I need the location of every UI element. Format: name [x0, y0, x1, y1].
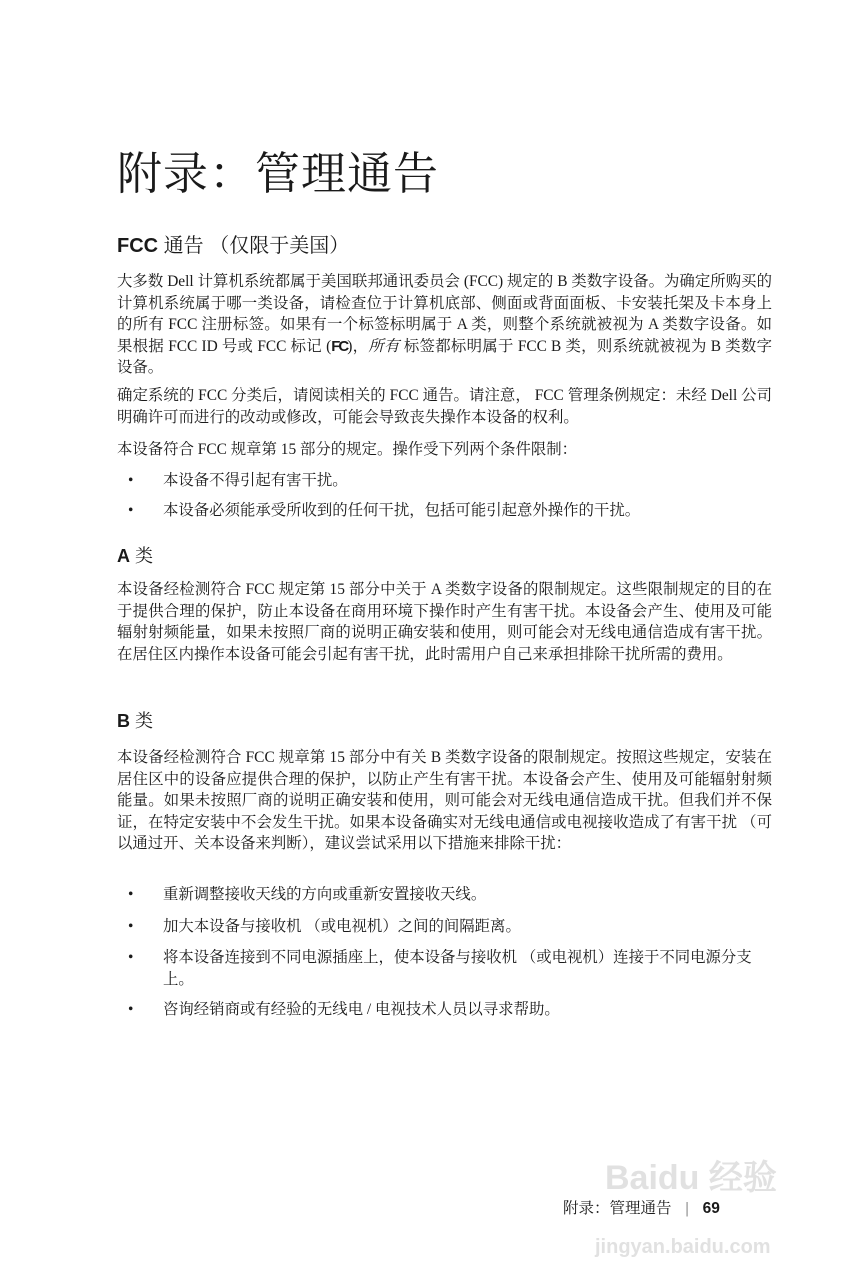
- page-number: 69: [702, 1200, 720, 1217]
- heading-bold: A: [117, 546, 130, 566]
- footer-section: 附录：管理通告: [563, 1200, 672, 1217]
- class-a-heading: [117, 544, 772, 568]
- text: 标签都标明属于 FCC B 类，则系统就被视为 B 类数字设备。: [117, 337, 772, 377]
- list-item: [117, 500, 772, 522]
- bullet-icon: •: [128, 472, 134, 489]
- list-item-text: 将本设备连接到不同电源插座上，使本设备与接收机 （或电视机）连接于不同电源分支上。: [163, 949, 752, 988]
- page-title: 附录：管理通告: [117, 149, 440, 199]
- class-a-paragraph: 本设备经检测符合 FCC 规定第 15 部分中关于 A 类数字设备的限制规定。这些限制规定的目的在于提供合理的保护，防止本设备在商用环境下操作时产生有害干扰。本设备会产生、使用及可能辐射射频能量，如果未按照厂商的说明正确安装和使用，则可能会对无线电通信造成有害干扰。在居住区内操作本设备可能会引起有害干扰，此时需用户自己来承担排除干扰所需的费用。: [117, 581, 772, 663]
- bullet-icon: •: [128, 1001, 134, 1018]
- fcc-paragraph-2: 确定系统的 FCC 分类后，请阅读相关的 FCC 通告。请注意， FCC 管理条例规定：未经 Dell 公司明确许可而进行的改动或修改，可能会导致丧失操作本设备的权利。: [117, 387, 772, 426]
- class-b-paragraph: 本设备经检测符合 FCC 规章第 15 部分中有关 B 类数字设备的限制规定。按照这些规定，安装在居住区中的设备应提供合理的保护，以防止产生有害干扰。本设备会产生、使用及可能辐射射频能量。如果未按照厂商的说明正确安装和使用，则可能会对无线电通信造成干扰。但我们并不保证，在特定安装中不会发生干扰。如果本设备确实对无线电通信或电视接收造成了有害干扰 （可以通过开、关本设备来判断），建议尝试采用以下措施来排除干扰：: [117, 749, 772, 853]
- list-item: [117, 999, 772, 1021]
- heading-bold: FCC: [117, 235, 159, 257]
- text: )，: [347, 337, 369, 355]
- emphasis: 所有: [368, 337, 400, 355]
- text: 大多数 Dell 计算机系统都属于美国联邦通讯委员会 (FCC) 规定的 B 类数字设备。为确定所购买的计算机系统属于哪一类设备，请检查位于计算机底部、侧面或背面面板、卡安装托架及卡本身上的所有 FCC 注册标签。如果有一个标签标明属于 A 类，则整个系统就被视为 A 类数字设备。如果根据 FCC ID 号或 FCC 标记 (: [117, 273, 772, 355]
- list-item-text: 咨询经销商或有经验的无线电 / 电视技术人员以寻求帮助。: [163, 1001, 560, 1018]
- heading-bold: B: [117, 711, 130, 731]
- bullet-icon: •: [128, 886, 134, 903]
- watermark-logo: Baidu 经验: [605, 1159, 777, 1197]
- page-footer: [563, 1198, 720, 1220]
- fcc-paragraph-1: [117, 271, 772, 379]
- footer-divider: |: [685, 1200, 689, 1217]
- class-b-heading: [117, 709, 772, 733]
- bullet-icon: •: [128, 502, 134, 519]
- fcc-logo-icon: FC: [331, 337, 348, 355]
- list-item: [117, 884, 772, 906]
- heading-text: 类: [130, 711, 154, 731]
- watermark-url: jingyan.baidu.com: [595, 1236, 771, 1258]
- bullet-icon: •: [128, 918, 134, 935]
- heading-text: 通告 （仅限于美国）: [158, 235, 350, 257]
- list-item: [117, 470, 772, 492]
- list-item-text: 加大本设备与接收机 （或电视机）之间的间隔距离。: [163, 918, 521, 935]
- fcc-notice-heading: [117, 232, 772, 260]
- list-item-text: 本设备必须能承受所收到的任何干扰，包括可能引起意外操作的干扰。: [163, 502, 641, 519]
- list-item: [117, 916, 772, 938]
- list-item-text: 本设备不得引起有害干扰。: [163, 472, 348, 489]
- bullet-icon: •: [128, 949, 134, 966]
- heading-text: 类: [130, 546, 154, 566]
- list-item-text: 重新调整接收天线的方向或重新安置接收天线。: [163, 886, 487, 903]
- list-item: [117, 947, 772, 990]
- fcc-paragraph-3: 本设备符合 FCC 规章第 15 部分的规定。操作受下列两个条件限制：: [117, 441, 578, 458]
